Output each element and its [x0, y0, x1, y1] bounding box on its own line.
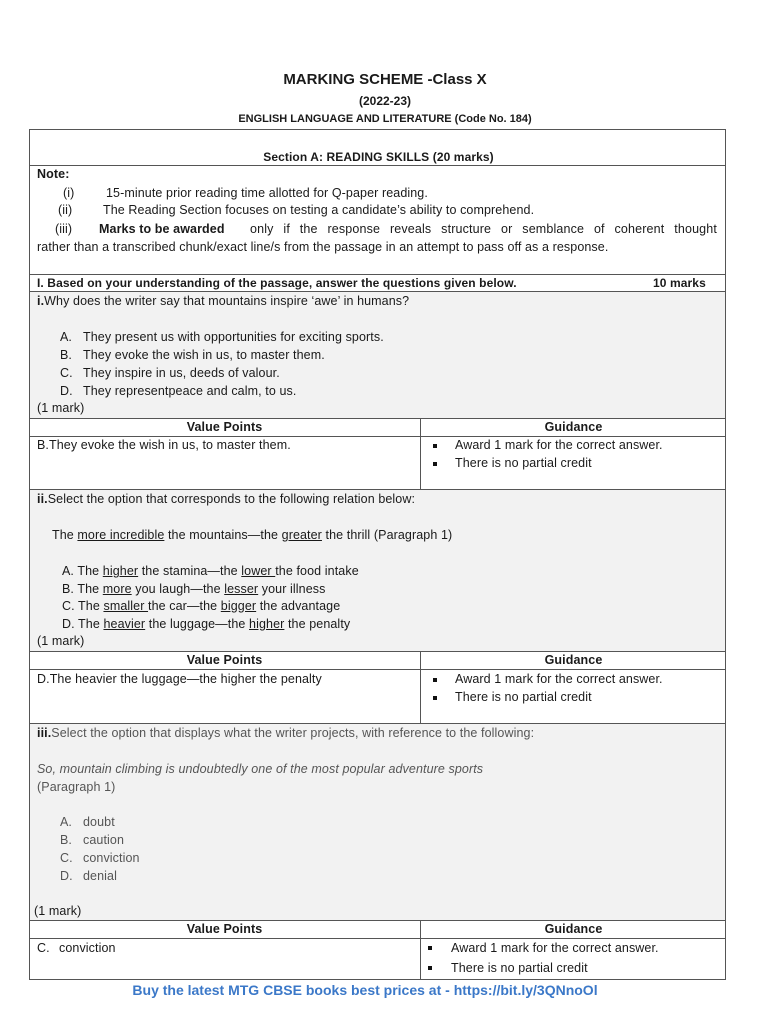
option-letter: C. — [60, 851, 73, 865]
bullet-icon — [433, 678, 437, 682]
mark-label: (1 mark) — [37, 401, 85, 415]
rule — [29, 669, 726, 670]
rule — [29, 723, 726, 724]
rule — [29, 938, 726, 939]
rule — [29, 418, 726, 419]
note-num: (iii) — [55, 222, 73, 236]
bullet-icon — [428, 946, 432, 950]
rule — [29, 651, 726, 652]
quote-text: So, mountain climbing is undoubtedly one of the most popular adventure sports — [37, 762, 484, 776]
rule — [29, 436, 726, 437]
option-text: doubt — [83, 815, 115, 829]
mark-label: (1 mark) — [34, 904, 82, 918]
option-text: They inspire in us, deeds of valour. — [83, 366, 280, 380]
note-text: The Reading Section focuses on testing a candidate’s ability to comprehend. — [103, 203, 535, 217]
value-points-header: Value Points — [186, 420, 263, 434]
answer: D.The heavier the luggage—the higher the penalty — [37, 672, 322, 686]
answer: B.They evoke the wish in us, to master them. — [37, 438, 291, 452]
question-3: iii.Select the option that displays what the writer projects, with reference to the following: — [37, 726, 535, 740]
bullet-icon — [433, 462, 437, 466]
rule — [29, 920, 726, 921]
option-text: B. The more you laugh—the lesser your illness — [62, 582, 326, 596]
rule — [29, 291, 726, 292]
rule — [29, 489, 726, 490]
guidance-header: Guidance — [544, 922, 603, 936]
part-heading: I. Based on your understanding of the passage, answer the questions given below. — [37, 276, 517, 290]
guidance-header: Guidance — [544, 653, 603, 667]
option-letter: A. — [60, 815, 73, 829]
note-num: (ii) — [58, 203, 73, 217]
note-num: (i) — [63, 186, 75, 200]
option-text: denial — [83, 869, 117, 883]
option-text: They evoke the wish in us, to master them. — [83, 348, 325, 362]
q3-shade — [30, 724, 725, 920]
option-letter: D. — [60, 869, 73, 883]
guidance-header: Guidance — [544, 420, 603, 434]
option-text: They present us with opportunities for exciting sports. — [83, 330, 384, 344]
mark-label: (1 mark) — [37, 634, 85, 648]
option-letter: A. — [60, 330, 73, 344]
rule — [29, 274, 726, 275]
option-text: D. The heavier the luggage—the higher the penalty — [62, 617, 351, 631]
note-label: Note: — [37, 167, 70, 181]
page-title: MARKING SCHEME -Class X — [283, 71, 487, 88]
promo-link[interactable]: Buy the latest MTG CBSE books best prices at - https://bit.ly/3QNnoOl — [132, 982, 598, 998]
guidance-text: There is no partial credit — [451, 961, 588, 975]
note-bold: Marks to be awarded — [99, 222, 225, 236]
part-marks: 10 marks — [653, 276, 706, 290]
option-letter: B. — [60, 348, 73, 362]
bullet-icon — [428, 966, 432, 970]
bullet-icon — [433, 696, 437, 700]
option-text: C. The smaller the car—the bigger the advantage — [62, 599, 341, 613]
note-text: 15-minute prior reading time allotted for Q-paper reading. — [106, 186, 428, 200]
option-text: caution — [83, 833, 125, 847]
option-letter: C. — [60, 366, 73, 380]
note-text: rather than a transcribed chunk/exact line/s from the passage in an attempt to pass off as a response. — [37, 240, 609, 254]
answer: conviction — [59, 941, 116, 955]
guidance-text: Award 1 mark for the correct answer. — [451, 941, 659, 955]
guidance-text: Award 1 mark for the correct answer. — [455, 438, 663, 452]
guidance-text: There is no partial credit — [455, 456, 592, 470]
value-points-header: Value Points — [186, 653, 263, 667]
answer-letter: C. — [37, 941, 50, 955]
subject-label: ENGLISH LANGUAGE AND LITERATURE (Code No. 184) — [238, 113, 532, 125]
option-text: conviction — [83, 851, 140, 865]
option-letter: B. — [60, 833, 73, 847]
question-2: ii.Select the option that corresponds to the following relation below: — [37, 492, 416, 506]
value-points-header: Value Points — [186, 922, 263, 936]
section-title: Section A: READING SKILLS (20 marks) — [263, 150, 494, 164]
option-text: A. The higher the stamina—the lower the food intake — [62, 564, 359, 578]
question-1: i.Why does the writer say that mountains inspire ‘awe’ in humans? — [37, 294, 410, 308]
option-text: They representpeace and calm, to us. — [83, 384, 297, 398]
option-letter: D. — [60, 384, 73, 398]
quote-ref: (Paragraph 1) — [37, 780, 116, 794]
guidance-text: Award 1 mark for the correct answer. — [455, 672, 663, 686]
year-label: (2022-23) — [358, 94, 412, 108]
rule — [29, 165, 726, 166]
relation-text: The more incredible the mountains—the greater the thrill (Paragraph 1) — [52, 528, 453, 542]
guidance-text: There is no partial credit — [455, 690, 592, 704]
bullet-icon — [433, 444, 437, 448]
note-text: only if the response reveals structure or semblance of coherent thought — [250, 222, 717, 236]
